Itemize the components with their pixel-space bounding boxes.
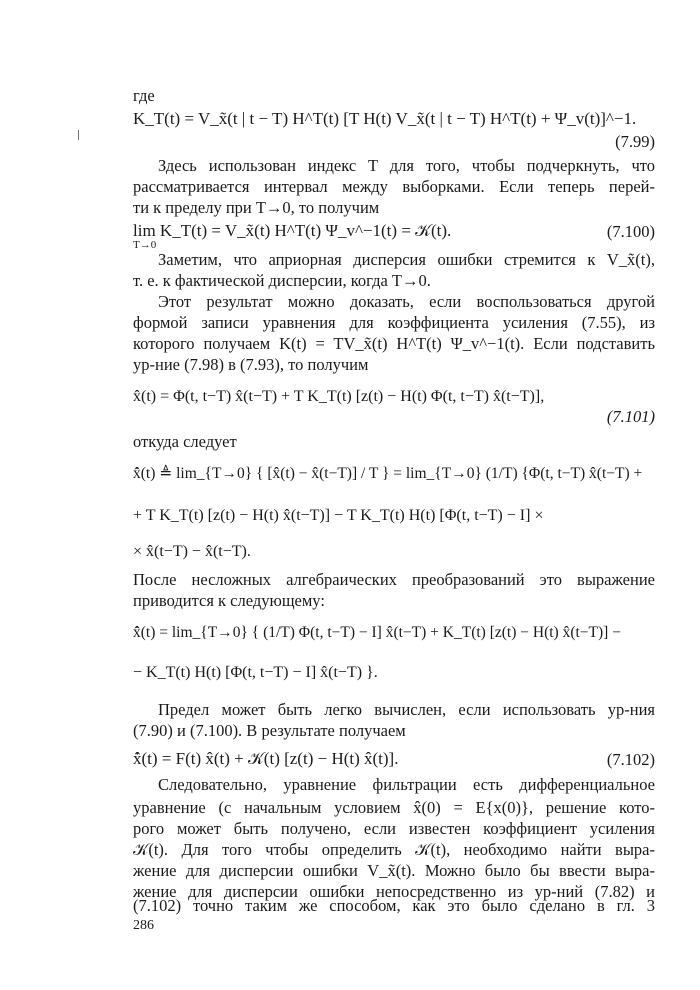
text-line: (7.102) точно таким же способом, как это было сделано в гл. 3 [133,896,655,915]
text-line: 𝒦(t). Для того чтобы определить 𝒦(t), необходимо найти выра- [133,840,655,859]
equation-simplified-line-2: − K_T(t) H(t) [Φ(t, t−T) − I] x̂(t−T) }. [133,664,378,681]
text-line: Этот результат можно доказать, если воспользоваться другой [158,292,655,311]
equation-7-99: K_T(t) = V_x̃(t | t − T) H^T(t) [T H(t) V_x̃(t | t − T) H^T(t) + Ψ_v(t)]^−1. [133,109,637,128]
limit-subscript: T→0 [133,239,157,251]
text-line: рого может быть получено, если известен коэффициент усиления [133,819,655,838]
equation-number: (7.102) [606,750,655,769]
equation-derivative-line-3: × x̂(t−T) − x̂(t−T). [133,543,251,560]
text-line: приводится к следующему: [133,591,325,610]
text-line: т. е. к фактической дисперсии, когда T→0. [133,271,431,290]
equation-derivative-line-2: + T K_T(t) [z(t) − H(t) x̂(t−T)] − T K_T(t) H(t) [Φ(t, t−T) − I] × [133,507,544,524]
text-line: Здесь использован индекс T для того, чтобы подчеркнуть, что [158,156,655,175]
text-line: жение для дисперсии ошибки V_x̃(t). Можно было бы ввести выра- [133,861,655,880]
text-line: рассматривается интервал между выборками. Если теперь перей- [133,177,655,196]
text-line: уравнение (с начальным условием x̂(0) = E{x(0)}, решение кото- [133,798,655,817]
text-line: ур-ние (7.98) в (7.93), то получим [133,355,369,374]
text-line: формой записи уравнения для коэффициента усиления (7.55), из [133,313,655,332]
text-line: жение для дисперсии ошибки непосредственно из ур-ний (7.82) и [133,882,655,901]
text-line: После несложных алгебраических преобразований это выражение [133,570,655,589]
margin-mark [78,130,79,140]
text-line: Следовательно, уравнение фильтрации есть дифференциальное [158,775,655,794]
text-line: откуда следует [133,432,237,451]
page-number: 286 [133,918,154,933]
text-line: ти к пределу при T→0, то получим [133,198,380,217]
text-line: Заметим, что априорная дисперсия ошибки стремится к V_x̃(t), [158,250,655,269]
equation-simplified-line-1: x̂̇(t) = lim_{T→0} { (1/T) Φ(t, t−T) − I] x̂(t−T) + K_T(t) [z(t) − H(t) x̂(t−T)] − [133,624,621,641]
text-line: где [133,86,155,105]
equation-number: (7.101) [606,407,655,426]
text-line: Предел может быть легко вычислен, если использовать ур-ния [158,700,655,719]
text-line: которого получаем K(t) = TV_x̃(t) H^T(t) Ψ_v^−1(t). Если подставить [133,334,655,353]
equation-derivative-line-1: x̂̇(t) ≜ lim_{T→0} { [x̂(t) − x̂(t−T)] / T } = lim_{T→0} (1/T) {Φ(t, t−T) x̂(t−T) + [133,465,643,482]
equation-7-100: lim K_T(t) = V_x̃(t) H^T(t) Ψ_v^−1(t) = 𝒦(t). [133,221,452,240]
equation-7-101: x̂(t) = Φ(t, t−T) x̂(t−T) + T K_T(t) [z(t) − H(t) Φ(t, t−T) x̂(t−T)], [133,388,545,405]
equation-number: (7.100) [606,222,655,241]
equation-7-102: x̂̇(t) = F(t) x̂(t) + 𝒦(t) [z(t) − H(t) x̂(t)]. [133,749,399,768]
text-line: (7.90) и (7.100). В результате получаем [133,721,406,740]
equation-number: (7.99) [615,132,655,151]
